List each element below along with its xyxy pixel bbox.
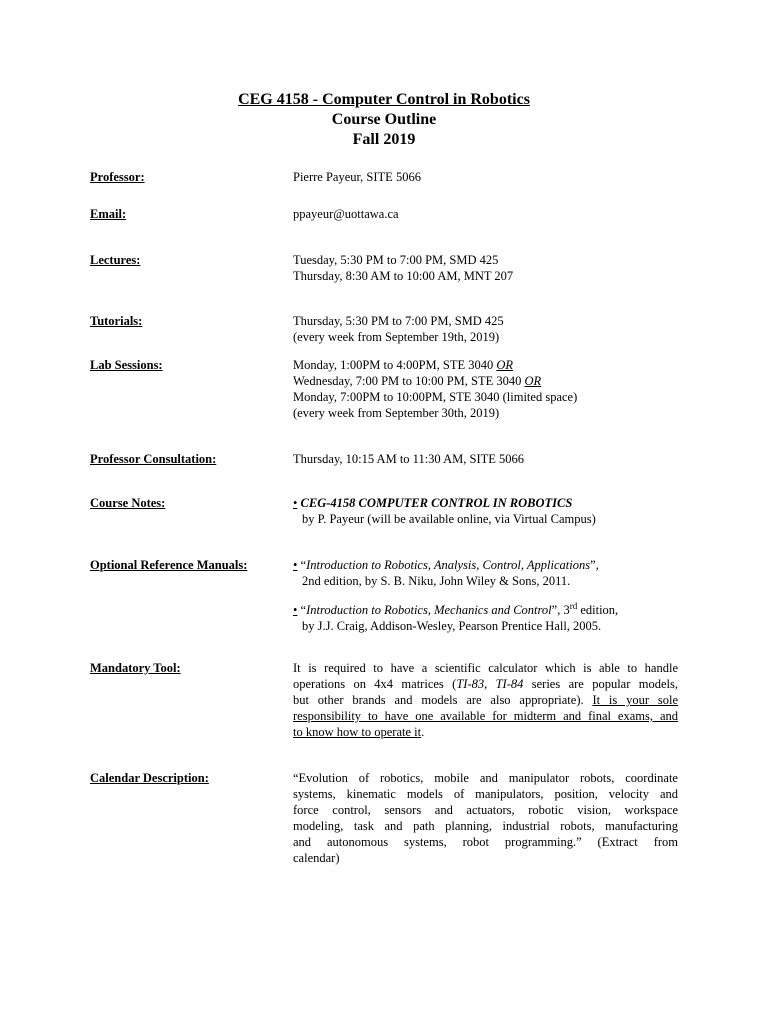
- edition-number: ”, 3: [551, 603, 570, 618]
- reference-title: Introduction to Robotics, Mechanics and Control: [306, 603, 552, 618]
- course-term: Fall 2019: [352, 131, 416, 148]
- quote-mark: “: [300, 603, 307, 618]
- reference-2: [293, 598, 618, 634]
- reference-title: Introduction to Robotics, Analysis, Control, Applications: [306, 558, 591, 572]
- consultation-label: Professor Consultation:: [90, 452, 217, 466]
- edition-word: edition,: [577, 603, 619, 618]
- lecture-line: Tuesday, 5:30 PM to 7:00 PM, SMD 425: [293, 253, 499, 267]
- course-title: CEG 4158 - Computer Control in Robotics: [238, 91, 530, 108]
- course-notes-label: Course Notes:: [90, 496, 166, 510]
- or-connector: OR: [524, 374, 542, 388]
- paragraph-line: [293, 692, 678, 708]
- paragraph-line: responsibility to have one available for midterm and final exams, and: [293, 709, 678, 723]
- lectures-label: Lectures:: [90, 253, 141, 267]
- mandatory-tool-label: Mandatory Tool:: [90, 661, 181, 675]
- text-run: but other brands and models are also appropriate).: [293, 693, 593, 707]
- lab-line-text: Monday, 1:00PM to 4:00PM, STE 3040: [293, 358, 497, 372]
- text-run: operations on 4x4 matrices (: [293, 677, 457, 691]
- paragraph-line: systems, kinematic models of manipulators, position, velocity and: [293, 787, 678, 801]
- text-run: .: [421, 725, 425, 739]
- professor-label: Professor:: [90, 170, 145, 184]
- emphasis-text: to know how to operate it: [293, 725, 422, 739]
- lectures-value: [293, 252, 513, 284]
- paragraph-line: and autonomous systems, robot programming.” (Extract from: [293, 835, 678, 849]
- lecture-line: Thursday, 8:30 AM to 10:00 AM, MNT 207: [293, 269, 514, 283]
- reference-detail: 2nd edition, by S. B. Niku, John Wiley & Sons, 2011.: [302, 574, 571, 588]
- course-notes-detail: by P. Payeur (will be available online, via Virtual Campus): [302, 512, 596, 526]
- tutorials-value: [293, 313, 504, 345]
- email-label: Email:: [90, 207, 127, 221]
- quote-mark: ”,: [590, 558, 599, 572]
- paragraph-line: modeling, task and path planning, industrial robots, manufacturing: [293, 819, 678, 833]
- reference-title-line: [293, 557, 599, 573]
- lab-line: Monday, 7:00PM to 10:00PM, STE 3040 (limited space): [293, 390, 578, 404]
- paragraph-line: calendar): [293, 851, 340, 865]
- course-notes-title: CEG-4158 COMPUTER CONTROL IN ROBOTICS: [300, 496, 573, 510]
- lab-line: [293, 357, 577, 373]
- bullet: •: [293, 496, 298, 510]
- emphasis-text: It is your sole: [592, 693, 678, 707]
- course-notes-title-line: [293, 495, 596, 511]
- calculator-model: TI-84: [495, 677, 524, 691]
- lab-sessions-value: [293, 357, 577, 421]
- course-subtitle: Course Outline: [331, 111, 437, 128]
- quote-mark: “: [300, 558, 307, 572]
- reference-title-line: [293, 598, 618, 618]
- paragraph-line: [293, 676, 678, 692]
- professor-value: Pierre Payeur, SITE 5066: [293, 170, 421, 184]
- edition-suffix: rd: [569, 601, 578, 611]
- tutorial-line: Thursday, 5:30 PM to 7:00 PM, SMD 425: [293, 314, 504, 328]
- tutorials-label: Tutorials:: [90, 314, 143, 328]
- lab-line: (every week from September 30th, 2019): [293, 406, 500, 420]
- or-connector: OR: [496, 358, 514, 372]
- lab-line-text: Wednesday, 7:00 PM to 10:00 PM, STE 3040: [293, 374, 525, 388]
- title-block: [0, 90, 768, 150]
- bullet: •: [293, 558, 298, 572]
- reference-1: [293, 557, 599, 589]
- references-label: Optional Reference Manuals:: [90, 558, 248, 572]
- calendar-value: [293, 770, 678, 866]
- email-value: ppayeur@uottawa.ca: [293, 207, 399, 221]
- mandatory-tool-value: [293, 660, 678, 740]
- paragraph-line: It is required to have a scientific calculator which is able to handle: [293, 661, 678, 675]
- lab-sessions-label: Lab Sessions:: [90, 358, 163, 372]
- bullet: •: [293, 603, 298, 618]
- course-notes-value: [293, 495, 596, 527]
- consultation-value: Thursday, 10:15 AM to 11:30 AM, SITE 5066: [293, 452, 525, 466]
- paragraph-line: [293, 724, 678, 740]
- tutorial-line: (every week from September 19th, 2019): [293, 330, 500, 344]
- text-run: ,: [484, 677, 496, 691]
- text-run: series are popular models,: [523, 677, 678, 691]
- paragraph-line: force control, sensors and actuators, robotic vision, workspace: [293, 803, 678, 817]
- paragraph-line: “Evolution of robotics, mobile and manipulator robots, coordinate: [293, 771, 678, 785]
- calculator-model: TI-83: [456, 677, 485, 691]
- reference-detail: by J.J. Craig, Addison-Wesley, Pearson Prentice Hall, 2005.: [302, 619, 602, 634]
- calendar-label: Calendar Description:: [90, 771, 209, 785]
- lab-line: [293, 373, 577, 389]
